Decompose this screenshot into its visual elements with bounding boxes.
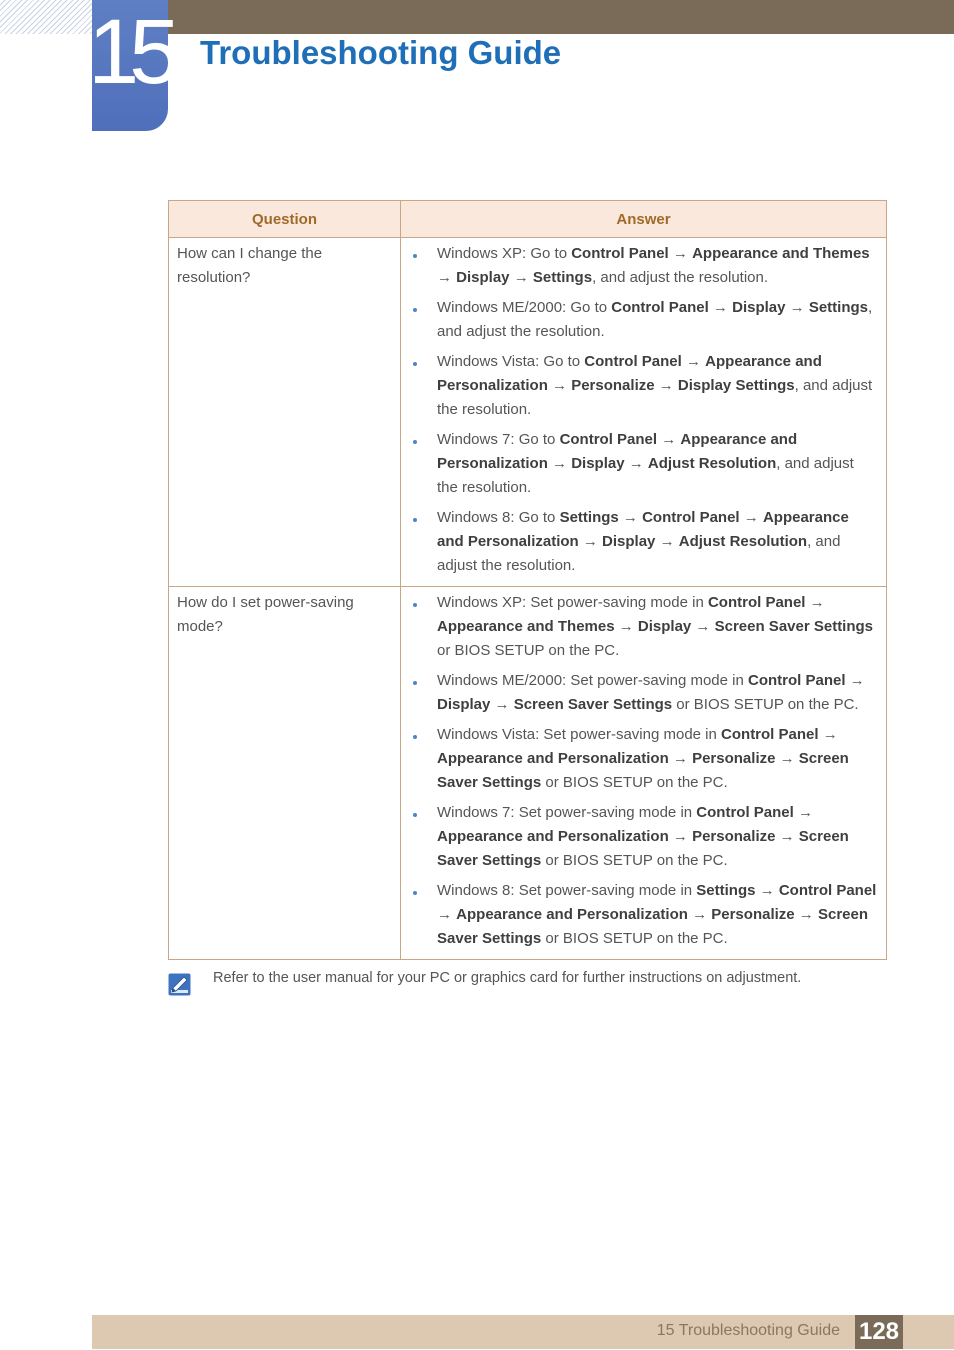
list-item <box>409 350 878 422</box>
page-title: Troubleshooting Guide <box>200 34 562 71</box>
table-row <box>169 238 887 587</box>
answer-text: Windows XP: Set power-saving mode in Control Panel → Appearance and Themes → Display → Screen Saver Settings or BIOS SETUP on the PC. <box>437 594 874 659</box>
answer-text: Windows 7: Go to Control Panel → Appearance and Personalization → Display → Adjust Resolution, and adjust the resolution. <box>437 431 854 496</box>
answer-list <box>409 591 878 951</box>
bullet-icon <box>413 813 417 817</box>
list-item <box>409 801 878 873</box>
list-item <box>409 506 878 578</box>
troubleshooting-table <box>168 200 887 960</box>
answer-cell <box>401 587 887 960</box>
answer-text: Windows XP: Go to Control Panel → Appearance and Themes → Display → Settings, and adjust the resolution. <box>437 245 870 286</box>
table-header-row <box>169 201 887 238</box>
bullet-icon <box>413 254 417 258</box>
question-cell: How do I set power-saving mode? <box>169 587 401 960</box>
note-pencil-icon <box>168 973 191 996</box>
chapter-number-block <box>88 0 171 131</box>
answer-text: Windows ME/2000: Go to Control Panel → Display → Settings, and adjust the resolution. <box>437 299 873 340</box>
list-item <box>409 242 878 290</box>
header-bar <box>92 0 954 34</box>
bullet-icon <box>413 891 417 895</box>
list-item <box>409 591 878 663</box>
list-item <box>409 428 878 500</box>
list-item <box>409 296 878 344</box>
answer-list <box>409 242 878 578</box>
question-cell: How can I change the resolution? <box>169 238 401 587</box>
answer-cell <box>401 238 887 587</box>
answer-text: Windows 8: Go to Settings → Control Panel → Appearance and Personalization → Display → Adjust Resolution, and adjust the resolution. <box>437 509 849 574</box>
bullet-icon <box>413 518 417 522</box>
bullet-icon <box>413 735 417 739</box>
chapter-number: 15 <box>88 1 171 103</box>
list-item <box>409 723 878 795</box>
bullet-icon <box>413 603 417 607</box>
question-header: Question <box>169 201 401 238</box>
bullet-icon <box>413 362 417 366</box>
answer-text: Windows 8: Set power-saving mode in Settings → Control Panel → Appearance and Personalization → Personalize → Screen Saver Settings or BIOS SETUP on the PC. <box>437 882 877 947</box>
list-item <box>409 669 878 717</box>
answer-text: Windows Vista: Go to Control Panel → Appearance and Personalization → Personalize → Display Settings, and adjust the resolution. <box>437 353 873 418</box>
answer-text: Windows 7: Set power-saving mode in Control Panel → Appearance and Personalization → Personalize → Screen Saver Settings or BIOS SETUP on the PC. <box>437 804 849 869</box>
note-text: Refer to the user manual for your PC or graphics card for further instructions on adjustment. <box>213 970 802 986</box>
answer-header: Answer <box>401 201 887 238</box>
bullet-icon <box>413 681 417 685</box>
header-hatch-pattern <box>0 0 92 34</box>
page-number: 128 <box>855 1315 903 1349</box>
answer-text: Windows ME/2000: Set power-saving mode in Control Panel → Display → Screen Saver Settings or BIOS SETUP on the PC. <box>437 672 865 713</box>
table-row <box>169 587 887 960</box>
footer-section-label: 15 Troubleshooting Guide <box>656 1322 840 1339</box>
bullet-icon <box>413 308 417 312</box>
answer-text: Windows Vista: Set power-saving mode in Control Panel → Appearance and Personalization → Personalize → Screen Saver Settings or BIOS SETUP on the PC. <box>437 726 849 791</box>
list-item <box>409 879 878 951</box>
bullet-icon <box>413 440 417 444</box>
